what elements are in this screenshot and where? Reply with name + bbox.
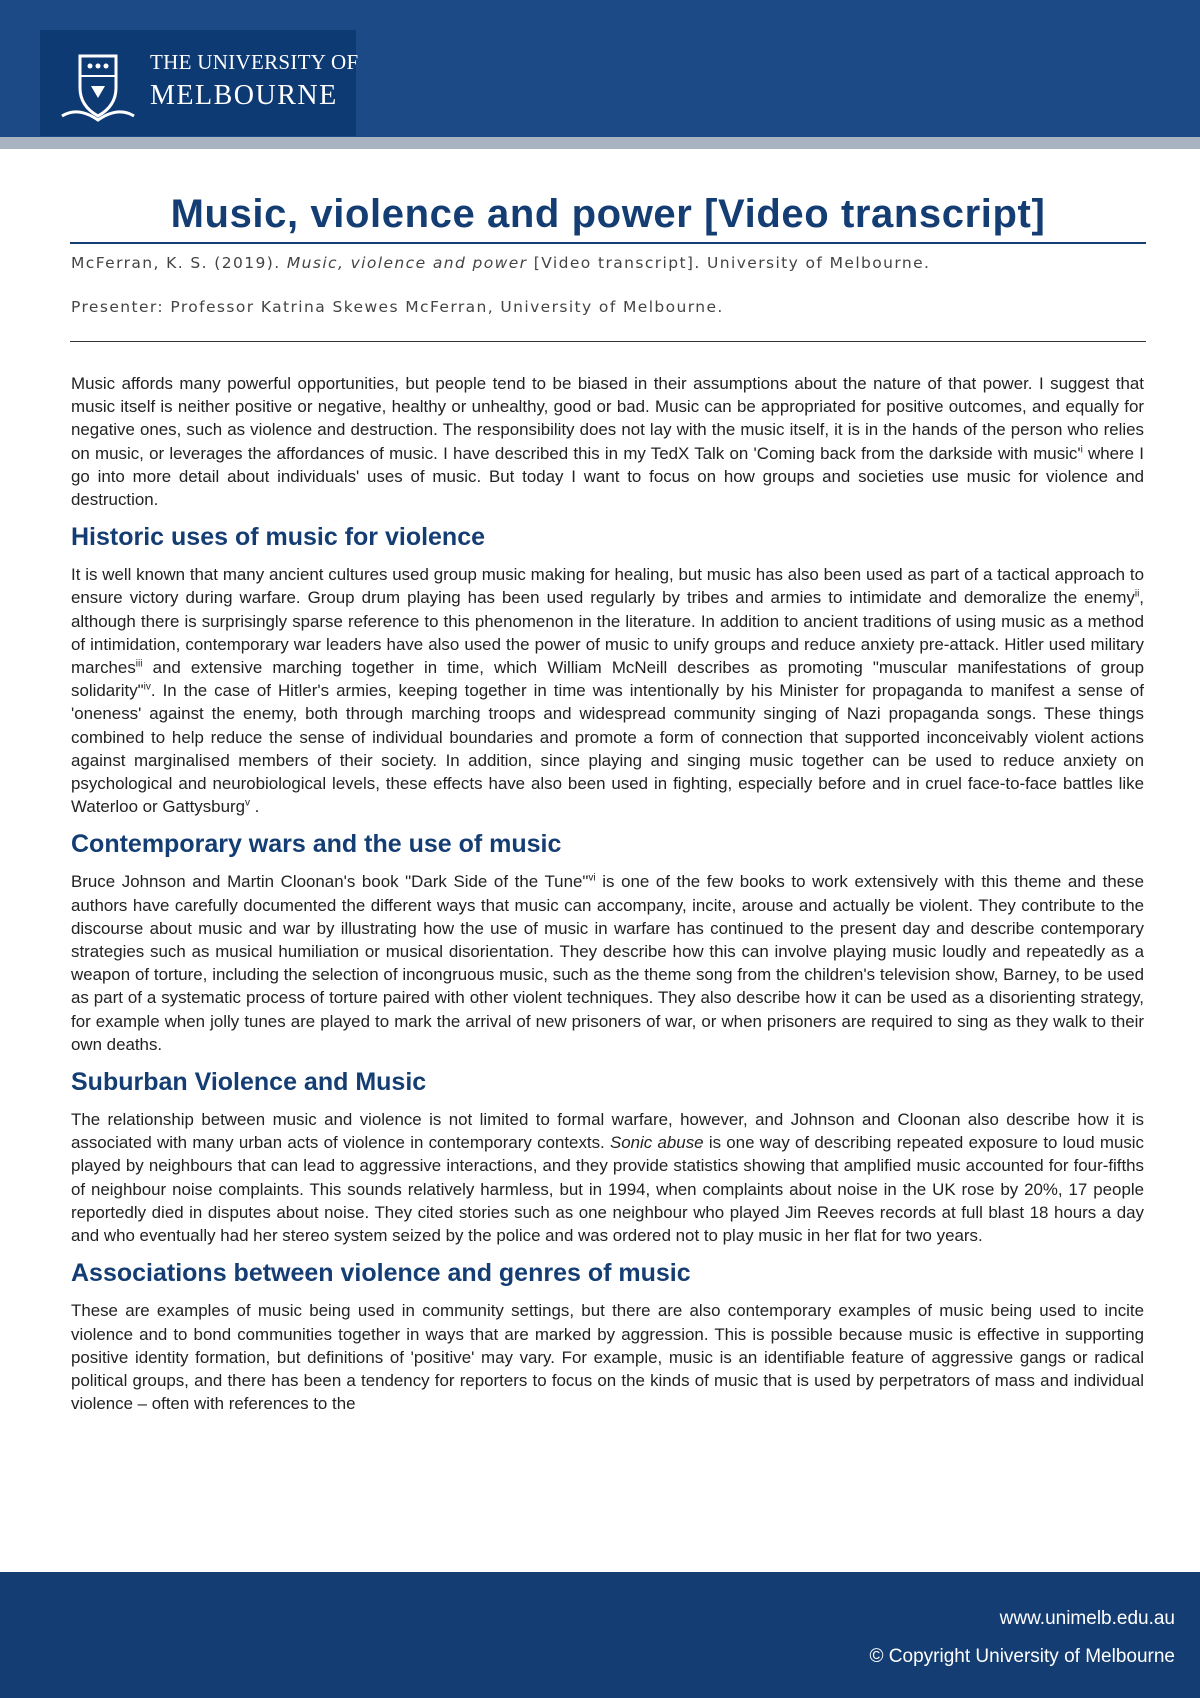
header-divider-strip [0,137,1200,149]
document-title: Music, violence and power [Video transcript] [170,192,1046,236]
section-paragraph-suburban [71,1108,1144,1247]
section-heading-historic: Historic uses of music for violence [71,523,486,552]
section-paragraph-contemporary [71,870,1144,1056]
endnote-marker[interactable]: iii [135,658,143,670]
paragraph-text: The relationship between music and violence is not limited to formal warfare, however, and Johnson and Cloonan also describe how it is associated with many urban acts of violence in contemporary contexts. [71,1110,1144,1153]
section-paragraph-historic [71,563,1144,818]
endnote-marker[interactable]: vi [588,872,596,884]
section-heading-contemporary: Contemporary wars and the use of music [71,830,562,859]
meta-rule [70,341,1146,342]
university-crest-icon [58,46,138,126]
paragraph-emphasis: Sonic abuse [610,1133,704,1153]
intro-text: Music affords many powerful opportunities, but people tend to be biased in their assumptions about the nature of that power. I suggest that music itself is neither positive or negative, healthy or unhealthy, good or bad. Music can be appropriated for positive outcomes, and equally for negative ones, such as violence and destruction. The responsibility does not lay with the music itself, it is in the hands of the person who relies on music, or leverages the affordances of music. I have described this in my TedX Talk on 'Coming back from the darkside with music' [71,374,1144,463]
presenter-line: Presenter: Professor Katrina Skewes McFerran, University of Melbourne. [71,298,724,316]
intro-text-tail: where I go into more detail about individuals' uses of music. But today I want to focus on how groups and societies use music for violence and destruction. [71,443,1144,510]
section-heading-genres: Associations between violence and genres of music [71,1259,691,1288]
section-paragraph-genres: These are examples of music being used in community settings, but there are also contemporary examples of music being used to incite violence and to bond communities together in ways that are marked by aggression. This is possible because music is effective in supporting positive identity formation, but definitions of 'positive' may vary. For example, music is an identifiable feature of aggressive gangs or radical political groups, and there has been a tendency for reporters to focus on the kinds of music that is used by perpetrators of mass and individual violence – often with references to the [71,1301,1144,1414]
intro-paragraph [71,372,1144,511]
paragraph-text: is one way of describing repeated exposure to loud music played by neighbours that can lead to aggressive interactions, and they provide statistics showing that amplified music accounted for four-fifths of neighbour noise complaints. This sounds relatively harmless, but in 1994, when complaints about noise in the UK rose by 20%, 17 people reportedly died in disputes about noise. They cited stories such as one neighbour who played Jim Reeves records at full blast 18 hours a day and who eventually had her stereo system seized by the police and was ordered not to play music in her flat for two years. [71,1133,1144,1246]
citation-suffix: [Video transcript]. University of Melbourne. [527,254,931,272]
paragraph-text: . In the case of Hitler's armies, keeping together in time was intentionally by his Minister for propaganda to manifest a sense of 'oneness' against the enemy, both through marching troops and widespread community singing of Nazi propaganda songs. These things combined to help reduce the sense of individual boundaries and promote a form of connection that supported inconceivably violent actions against marginalised members of their society. In addition, since playing and singing music together can be used to reduce anxiety on psychological and neurobiological levels, these effects have also been used in fighting, especially before and in cruel face-to-face battles like Waterloo or Gattysburg [71,681,1144,817]
logo-line-1: THE UNIVERSITY OF [150,50,359,74]
header-band [0,0,1200,137]
section-heading-suburban: Suburban Violence and Music [71,1068,427,1097]
paragraph-text: . [249,797,260,817]
paragraph-text: , although there is surprisingly sparse reference to this phenomenon in the literature. In addition to ancient traditions of using music as a method of intimidation, contemporary war leaders have also used the power of music to unify groups and reduce anxiety pre-attack. Hitler used military marches [71,588,1144,678]
paragraph-text: is one of the few books to work extensively with this theme and these authors have carefully documented the different ways that music can accompany, incite, arouse and actually be violent. They contribute to the discourse about music and war by illustrating how the use of music in warfare has continued to the present day and describe contemporary strategies such as musical humiliation or musical disorientation. They describe how this can involve playing music loudly and repeatedly as a weapon of torture, including the selection of incongruous music, such as the theme song from the children's television show, Barney, to be used as part of a systematic process of torture paired with other violent techniques. They also describe how it can be used as a disorienting strategy, for example when jolly tunes are played to mark the arrival of new prisoners of war, or when prisoners are required to sing as they walk to their own deaths. [71,872,1144,1054]
citation-title: Music, violence and power [286,254,528,272]
transcript-body [71,372,1144,1421]
endnote-marker[interactable]: v [244,797,250,809]
endnote-marker[interactable]: i [1080,443,1083,455]
title-rule [70,242,1146,244]
paragraph-text: It is well known that many ancient cultures used group music making for healing, but music has also been used as part of a tactical approach to ensure victory during warfare. Group drum playing has been used regularly by tribes and armies to intimidate and demoralize the enemy [71,565,1144,608]
paragraph-text: Bruce Johnson and Martin Cloonan's book "Dark Side of the Tune" [71,872,589,892]
endnote-marker[interactable]: iv [143,681,151,693]
footer-copyright: © Copyright University of Melbourne [869,1646,1175,1667]
university-logo[interactable] [40,30,359,136]
paragraph-text: and extensive marching together in time, which William McNeill describes as promoting "muscular manifestations of group solidarity" [71,658,1144,701]
citation-prefix: McFerran, K. S. (2019). [71,254,287,272]
endnote-marker[interactable]: ii [1134,588,1140,600]
footer-website-link[interactable]: www.unimelb.edu.au [999,1608,1175,1629]
citation [71,254,1147,272]
footer-band [0,1572,1200,1698]
logo-line-2: MELBOURNE [150,80,338,111]
